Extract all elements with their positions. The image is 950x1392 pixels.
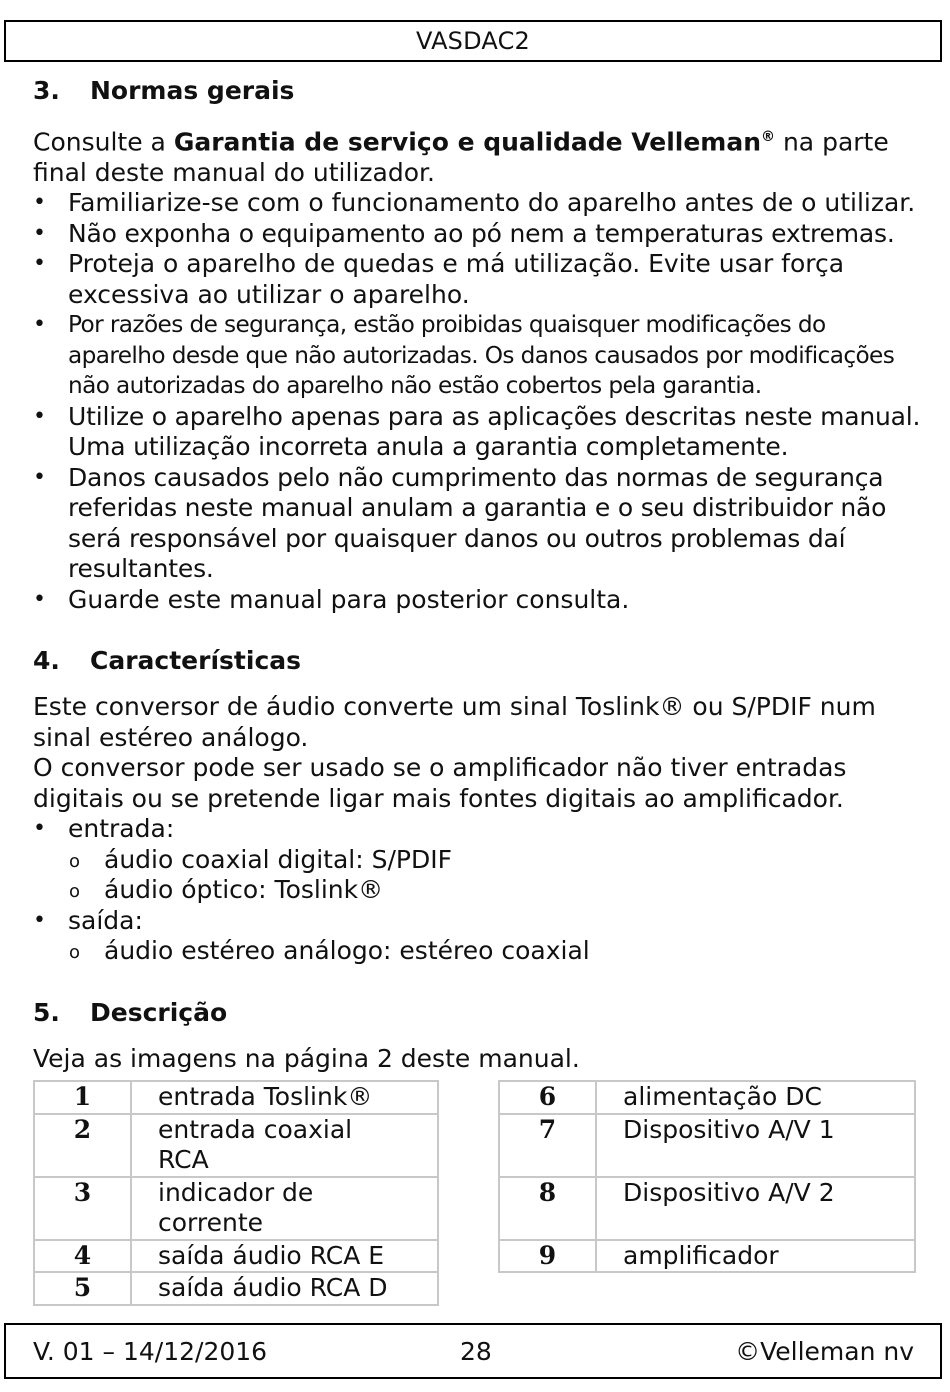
table-row	[499, 1240, 915, 1273]
inputs-sublist	[33, 845, 923, 906]
list-item: • Por razões de segurança, estão proibidas quaisquer modificações do aparelho desde que não autorizadas. Os danos causados por modificações não autorizadas do aparelho não estão cobertos pela garantia.	[33, 310, 923, 402]
warranty-reference: Garantia de serviço e qualidade Velleman	[173, 127, 762, 157]
page-footer	[4, 1323, 942, 1379]
copyright: ©Velleman nv	[735, 1337, 914, 1366]
section-title: Normas gerais	[90, 76, 295, 105]
output-label: saída:	[68, 905, 143, 935]
model-name: VASDAC2	[415, 27, 531, 55]
section-5-heading	[33, 996, 923, 1030]
table-cell-description: amplificador	[596, 1240, 915, 1273]
page-content	[33, 74, 923, 1074]
version-date: V. 01 – 14/12/2016	[33, 1337, 268, 1366]
intro-text: Consulte a	[33, 127, 174, 157]
section-title: Características	[90, 646, 302, 676]
table-cell-description: Dispositivo A/V 2	[596, 1177, 915, 1240]
parts-table-right	[498, 1080, 916, 1273]
header-title	[4, 20, 942, 62]
list-item: • Familiarize-se com o funcionamento do aparelho antes de o utilizar.	[33, 188, 923, 219]
table-cell-number: 5	[34, 1272, 131, 1305]
table-row	[34, 1240, 438, 1273]
sub-list-item: o áudio coaxial digital: S/PDIF	[33, 845, 923, 876]
features-list-output	[33, 906, 923, 937]
list-item: • Danos causados pelo não cumprimento das normas de segurança referidas neste manual anulam a garantia e o seu distribuidor não será responsável por quaisquer danos ou outros problemas daí resultantes.	[33, 463, 923, 585]
description-intro: Veja as imagens na página 2 deste manual.	[33, 1043, 580, 1073]
features-paragraph: Este conversor de áudio converte um sinal Toslink® ou S/PDIF num sinal estéreo análogo.	[33, 692, 876, 752]
section-number: 4.	[33, 646, 60, 676]
features-paragraph: O conversor pode ser usado se o amplificador não tiver entradas digitais ou se pretende ligar mais fontes digitais ao amplificador.	[33, 753, 847, 813]
table-cell-description: saída áudio RCA D	[131, 1272, 438, 1305]
table-cell-description: entrada coaxial RCA	[131, 1114, 438, 1177]
table-cell-description: entrada Toslink®	[131, 1081, 438, 1114]
general-rules-list	[33, 188, 923, 615]
table-row	[34, 1114, 438, 1177]
table-row	[499, 1114, 915, 1177]
list-item: • Não exponha o equipamento ao pó nem a temperaturas extremas.	[33, 219, 923, 250]
section-title: Descrição	[90, 997, 228, 1027]
outputs-sublist	[33, 936, 923, 967]
table-cell-number: 9	[499, 1240, 596, 1273]
list-item	[33, 814, 923, 845]
page-number: 28	[460, 1337, 492, 1366]
section-number: 5.	[33, 997, 60, 1027]
table-cell-number: 8	[499, 1177, 596, 1240]
input-label: entrada:	[68, 814, 175, 844]
list-item: • Guarde este manual para posterior consulta.	[33, 585, 923, 616]
list-item: • Proteja o aparelho de quedas e má utilização. Evite usar força excessiva ao utilizar o aparelho.	[33, 249, 923, 310]
table-row	[34, 1177, 438, 1240]
section-3-intro	[33, 122, 923, 188]
table-cell-description: Dispositivo A/V 1	[596, 1114, 915, 1177]
table-row	[499, 1177, 915, 1240]
section-number: 3.	[33, 76, 60, 105]
section-4-heading	[33, 644, 923, 678]
table-cell-number: 3	[34, 1177, 131, 1240]
table-cell-number: 6	[499, 1081, 596, 1114]
list-item: • Utilize o aparelho apenas para as aplicações descritas neste manual. Uma utilização incorreta anula a garantia completamente.	[33, 402, 923, 463]
features-list	[33, 814, 923, 845]
table-cell-number: 1	[34, 1081, 131, 1114]
table-cell-number: 7	[499, 1114, 596, 1177]
section-3-heading	[33, 74, 923, 108]
table-cell-number: 4	[34, 1240, 131, 1273]
registered-mark: ®	[761, 129, 776, 145]
sub-list-item: o áudio estéreo análogo: estéreo coaxial	[33, 936, 923, 967]
table-cell-description: saída áudio RCA E	[131, 1240, 438, 1273]
table-cell-number: 2	[34, 1114, 131, 1177]
sub-list-item: o áudio óptico: Toslink®	[33, 875, 923, 906]
table-row	[34, 1081, 438, 1114]
table-row	[34, 1272, 438, 1305]
table-cell-description: alimentação DC	[596, 1081, 915, 1114]
list-item	[33, 906, 923, 937]
intro-text-end: na parte final deste manual do utilizador.	[33, 127, 889, 187]
parts-table-left	[33, 1080, 439, 1306]
table-row	[499, 1081, 915, 1114]
table-cell-description: indicador de corrente	[131, 1177, 438, 1240]
